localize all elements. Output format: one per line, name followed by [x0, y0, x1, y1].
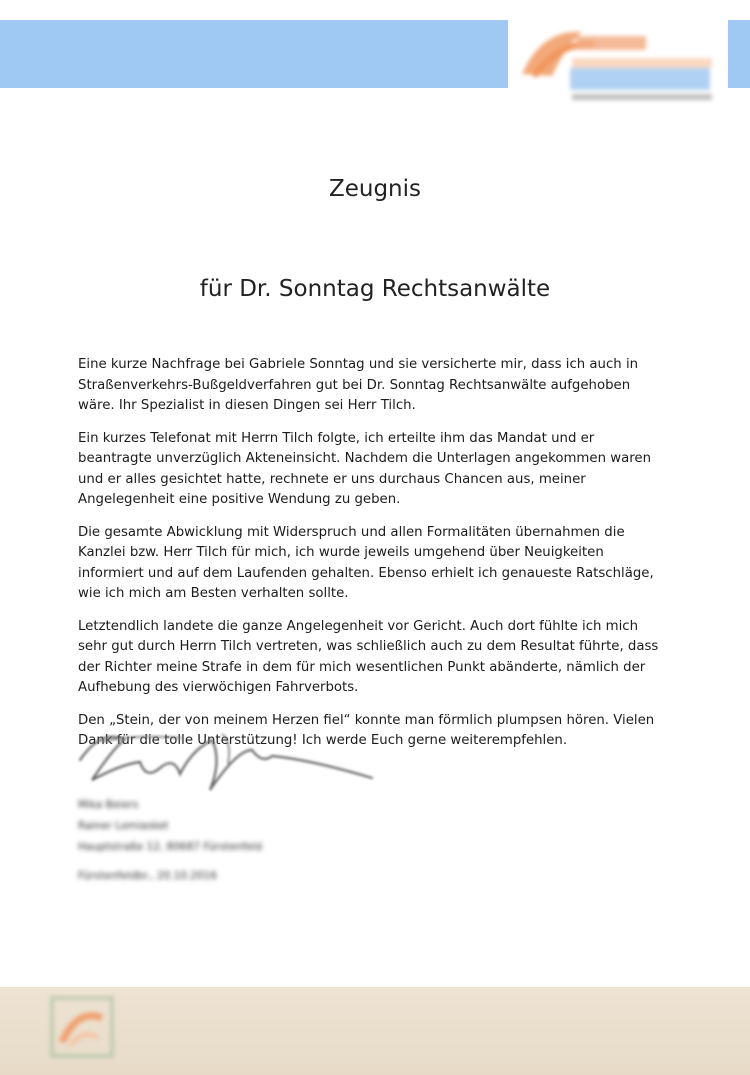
- letter-body: [78, 355, 668, 764]
- paragraph: Den „Stein, der von meinem Herzen fiel“ konnte man förmlich plumpsen hören. Vielen Dank für die tolle Unterstützung! Ich werde Euch gerne weiterempfehlen.: [78, 712, 655, 748]
- paragraph: Letztendlich landete die ganze Angelegenheit vor Gericht. Auch dort fühlte ich mich sehr gut durch Herrn Tilch vertreten, was schließlich auch zu dem Resultat führte, dass der Richter meine Strafe in dem für mich wesentlichen Punkt abänderte, nämlich der Aufhebung des vierwöchigen Fahrverbots.: [78, 618, 659, 695]
- paragraph: Eine kurze Nachfrage bei Gabriele Sonntag und sie versicherte mir, dass ich auch in Straßenverkehrs-Bußgeldverfahren gut bei Dr. Sonntag Rechtsanwälte aufgehoben wäre. Ihr Spezialist in diesen Dingen sei Herr Tilch.: [78, 357, 639, 413]
- paragraph: Die gesamte Abwicklung mit Widerspruch und allen Formalitäten übernahmen die Kanzlei bzw. Herr Tilch für mich, ich wurde jeweils umgehend über Neuigkeiten informiert und auf dem Laufenden gehalten. Ebenso erhielt ich genaueste Ratschläge, wie ich mich am Besten verhalten sollte.: [78, 524, 654, 601]
- signature-block: [78, 795, 262, 858]
- header-band: [0, 20, 508, 88]
- footer-logo-icon: [48, 994, 116, 1060]
- header-band-right: [728, 20, 750, 88]
- signature-date: Fürstenfeldbr., 20.10.2016: [78, 870, 218, 882]
- signer-address: Hauptstraße 12, 80687 Fürstenfeld: [78, 841, 263, 853]
- handwritten-signature: [62, 720, 392, 800]
- document-title: Zeugnis: [328, 176, 422, 202]
- paragraph: Ein kurzes Telefonat mit Herrn Tilch folgte, ich erteilte ihm das Mandat und er beantragte unverzüglich Akteneinsicht. Nachdem die Unterlagen angekommen waren und er alles gesichtet hatte, rechnete er uns durchaus Chancen aus, meiner Angelegenheit eine positive Wendung zu geben.: [78, 430, 652, 507]
- law-firm-logo: [512, 14, 727, 104]
- signer-line-2: Rainer Lomiasket: [78, 820, 169, 832]
- document-subtitle: für Dr. Sonntag Rechtsanwälte: [199, 276, 551, 302]
- signer-name: Mika Beiers: [78, 799, 139, 811]
